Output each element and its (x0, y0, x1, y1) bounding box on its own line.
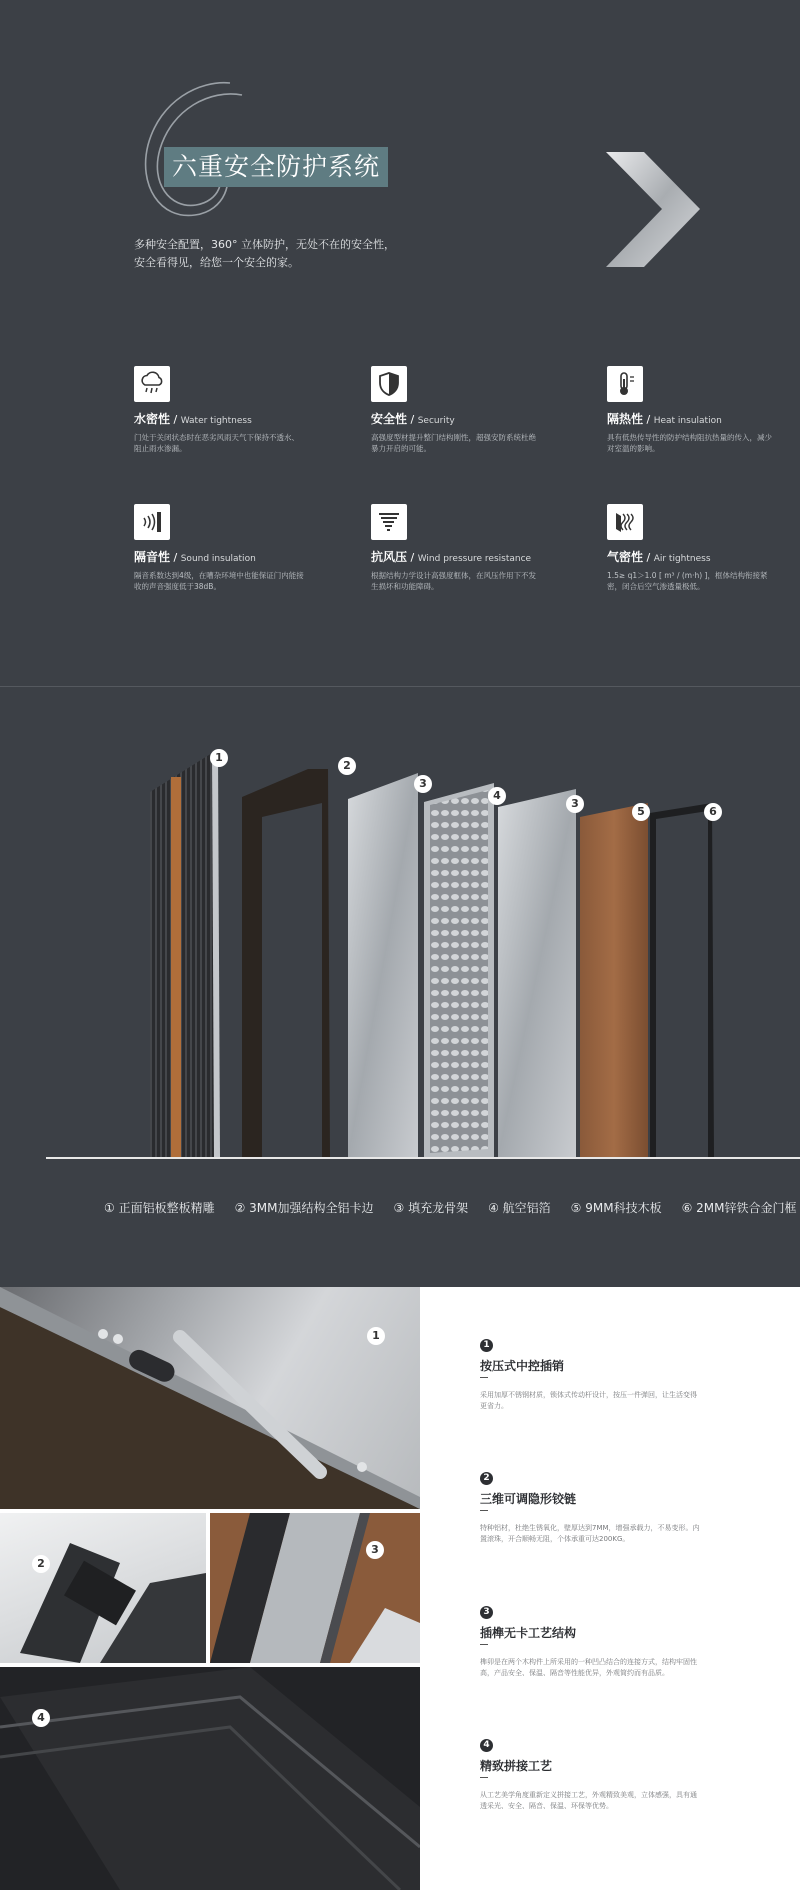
detail-item-splicing (480, 1739, 700, 1812)
feature-heading: 抗风压 / Wind pressure resistance (371, 550, 532, 564)
legend-item: ③ 填充龙骨架 (393, 1201, 469, 1215)
detail-number: 2 (480, 1472, 493, 1485)
air-flow-icon (607, 504, 643, 540)
detail-title: 三维可调隐形铰链 (480, 1492, 577, 1506)
panel-splicing-photo (0, 1667, 420, 1890)
feature-description: 根据结构力学设计高强度框体，在风压作用下不发生损坏和功能障碍。 (371, 571, 536, 591)
feature-heading: 隔热性 / Heat insulation (607, 412, 722, 426)
layer-marker: 5 (632, 803, 650, 821)
legend-item: ④ 航空铝箔 (488, 1201, 551, 1215)
layer-marker: 3 (566, 795, 584, 813)
safety-system-section (0, 0, 800, 686)
latch-drawing (0, 1287, 420, 1509)
detail-title: 按压式中控插销 (480, 1359, 565, 1373)
intro-text (134, 236, 434, 272)
layer-marker: 6 (704, 803, 722, 821)
layer-marker: 3 (414, 775, 432, 793)
detail-item-latch (480, 1339, 700, 1412)
detail-title: 插榫无卡工艺结构 (480, 1626, 577, 1640)
feature-heat-insulation (607, 366, 777, 454)
detail-number: 3 (480, 1606, 493, 1619)
feature-description: 隔音系数达到4级，在嘈杂环境中也能保证门内能接收的声音强度低于38dB。 (134, 571, 304, 591)
latch-photo (0, 1287, 420, 1509)
feature-description: 高强度型材提升整门结构刚性，超强安防系统杜绝暴力开启的可能。 (371, 433, 536, 453)
detail-dash (480, 1510, 488, 1511)
layer-legend (104, 1199, 797, 1216)
feature-heading: 水密性 / Water tightness (134, 412, 252, 426)
photo-marker: 3 (366, 1541, 384, 1559)
tenon-joint-photo (210, 1513, 420, 1663)
intro-line-2: 安全看得见，给您一个安全的家。 (134, 256, 299, 269)
section-title: 六重安全防护系统 (164, 147, 388, 187)
tornado-icon (371, 504, 407, 540)
feature-water-tightness (134, 366, 304, 454)
feature-air-tightness (607, 504, 777, 592)
layer-marker: 1 (210, 749, 228, 767)
tenon-drawing (210, 1513, 420, 1663)
detail-number: 4 (480, 1739, 493, 1752)
layer-marker: 4 (488, 787, 506, 805)
detail-title: 精致拼接工艺 (480, 1759, 553, 1773)
detail-description: 采用加厚不锈钢材质，锁体式传动杆设计，按压一件弹回，让生活变得更省力。 (480, 1391, 697, 1410)
feature-heading: 隔音性 / Sound insulation (134, 550, 256, 564)
feature-description: 具有低热传导性的防护结构阻抗热量的传入，减少对室温的影响。 (607, 433, 772, 453)
baseline-divider (46, 1157, 800, 1159)
chevron-right-icon (606, 152, 700, 267)
feature-heading: 安全性 / Security (371, 412, 455, 426)
feature-security (371, 366, 541, 454)
feature-wind-pressure (371, 504, 541, 592)
panel-drawing (0, 1667, 420, 1890)
detail-dash (480, 1777, 488, 1778)
detail-dash (480, 1644, 488, 1645)
layer-marker: 2 (338, 757, 356, 775)
legend-item: ② 3MM加强结构全铝卡边 (234, 1201, 374, 1215)
photo-marker: 1 (367, 1327, 385, 1345)
detail-number: 1 (480, 1339, 493, 1352)
hardware-details-section (0, 1287, 800, 1890)
intro-line-1: 多种安全配置，360° 立体防护，无处不在的安全性， (134, 238, 395, 251)
detail-item-hinge (480, 1472, 700, 1545)
door-layers-illustration (0, 687, 800, 1167)
feature-description: 1.5≥ q1＞1.0 [ m³ / (m·h) ]，框体结构衔接紧密，闭合后空气渗透量极低。 (607, 571, 768, 591)
detail-description: 从工艺美学角度重新定义拼接工艺，外观精致美观，立体感强，具有通透采光、安全、隔音、保温、环保等优势。 (480, 1791, 697, 1810)
legend-item: ① 正面铝板整板精雕 (104, 1201, 215, 1215)
shield-icon (371, 366, 407, 402)
legend-item: ⑥ 2MM锌铁合金门框 (681, 1201, 797, 1215)
detail-description: 榫卯是在两个木构件上所采用的一种凹凸结合的连接方式，结构牢固性高，产品安全、保温、隔音等性能优异，外观简约而有品质。 (480, 1658, 697, 1677)
detail-item-tenon (480, 1606, 700, 1679)
hinge-drawing (0, 1513, 206, 1663)
sound-wave-icon (134, 504, 170, 540)
hinge-photo (0, 1513, 206, 1663)
feature-description: 门处于关闭状态时在恶劣风雨天气下保持不透水、阻止雨水渗漏。 (134, 433, 299, 453)
photo-marker: 2 (32, 1555, 50, 1573)
feature-heading: 气密性 / Air tightness (607, 550, 711, 564)
photo-marker: 4 (32, 1709, 50, 1727)
door-structure-section (0, 686, 800, 1287)
thermometer-icon (607, 366, 643, 402)
legend-item: ⑤ 9MM科技木板 (570, 1201, 662, 1215)
rain-cloud-icon (134, 366, 170, 402)
detail-description: 特种铝材，杜绝生锈氧化，壁厚达到7MM，增强承载力，不易变形。内置滚珠，开合顺畅无阻，个体承重可达200KG。 (480, 1524, 700, 1543)
detail-dash (480, 1377, 488, 1378)
feature-sound-insulation (134, 504, 304, 592)
